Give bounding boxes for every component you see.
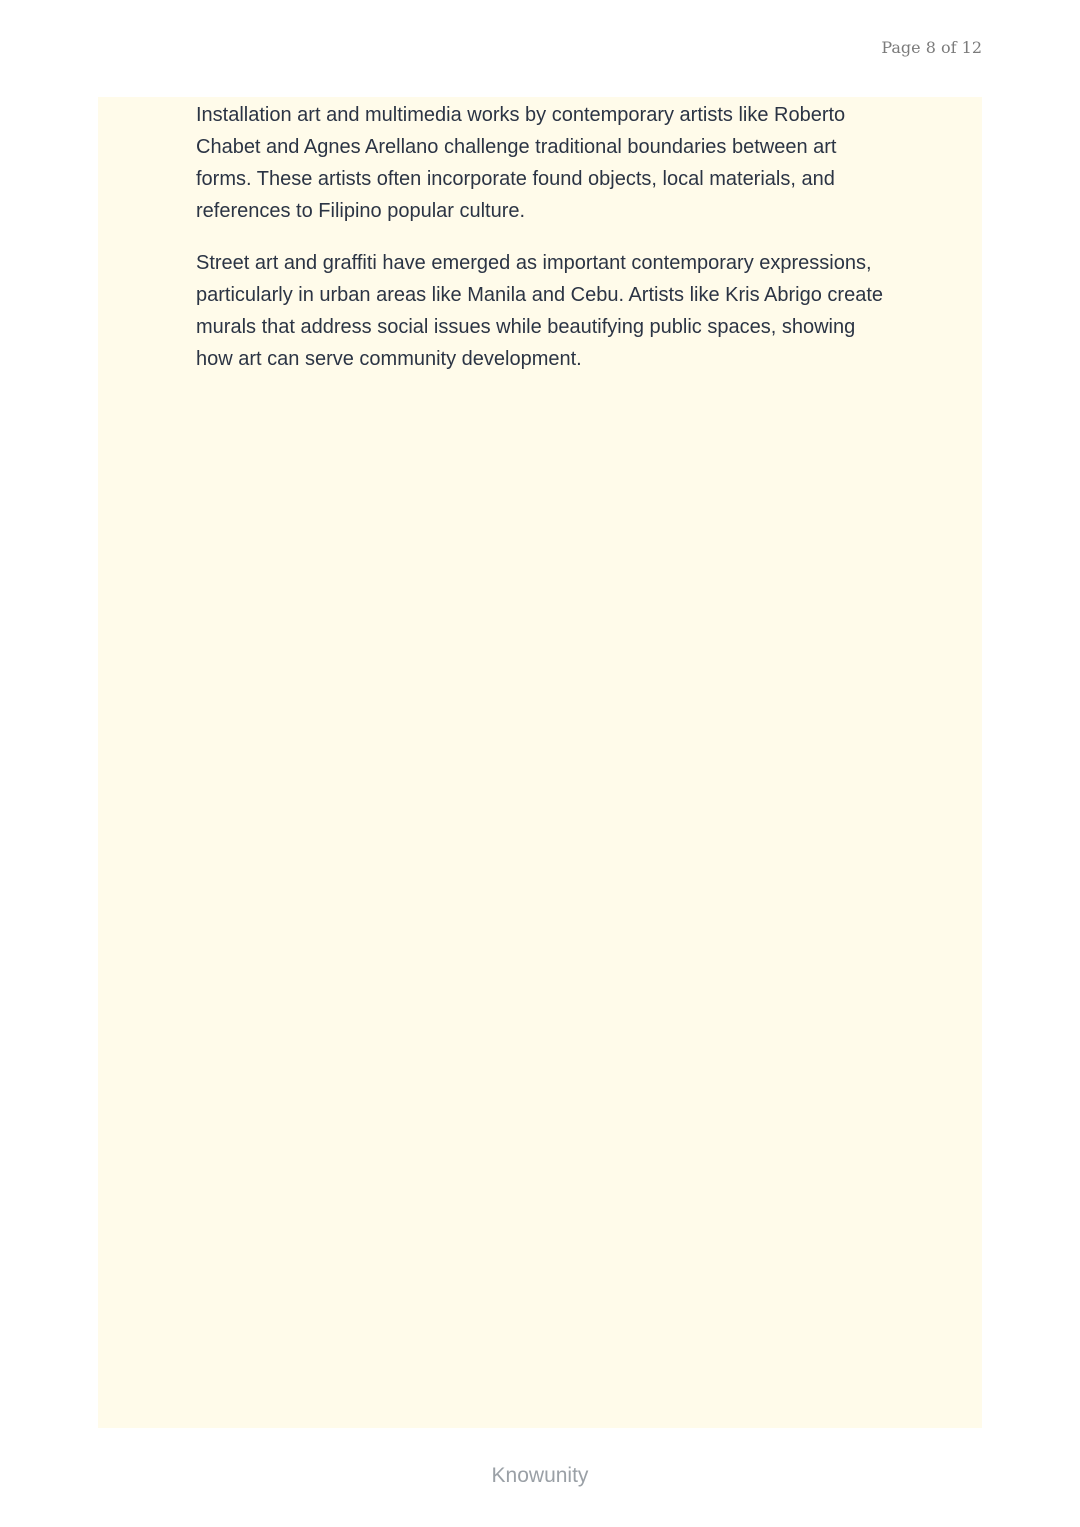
content-panel	[98, 97, 982, 1428]
paragraph-street-art: Street art and graffiti have emerged as important contemporary expressions, particularly in urban areas like Manila and Cebu. Artists like Kris Abrigo create murals that address social issues while beautifying public spaces, showing how art can serve community development.	[196, 252, 883, 370]
page-number: Page 8 of 12	[881, 38, 982, 57]
paragraph-installation-art: Installation art and multimedia works by contemporary artists like Roberto Chabet and Agnes Arellano challenge traditional boundaries between art forms. These artists often incorporate found objects, local materials, and references to Filipino popular culture.	[196, 104, 846, 222]
footer-brand: Knowunity	[491, 1464, 589, 1487]
text-body	[196, 97, 886, 395]
